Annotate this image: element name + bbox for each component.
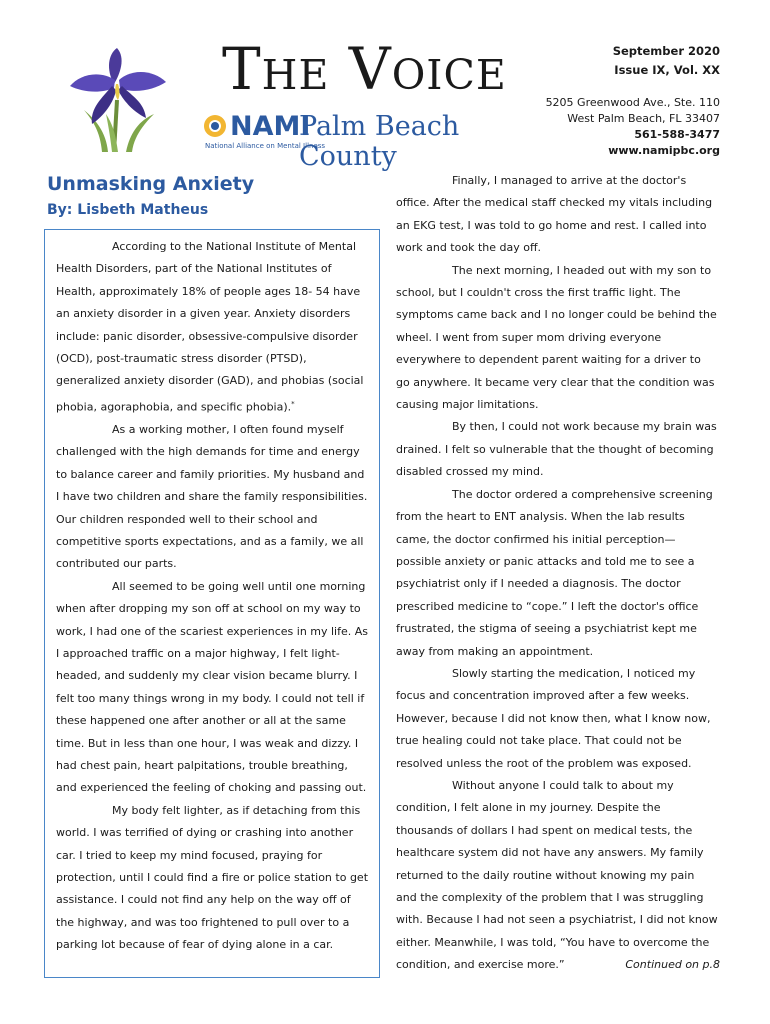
paragraph: The doctor ordered a comprehensive screening from the heart to ENT analysis. When the lab results came, the doctor confirmed his initial perception—possible anxiety or panic attacks and told me to see a psychiatrist only if I needed a diagnosis. The doctor prescribed medicine to “cope.” I left the doctor's office frustrated, the stigma of seeing a psychiatrist kept me away from making an appointment.: [396, 487, 713, 658]
nami-brand: [203, 111, 563, 172]
continued-link[interactable]: Continued on p.8: [625, 958, 720, 971]
issue-info: [613, 42, 720, 80]
paragraph: All seemed to be going well until one morning when after dropping my son off at school on my way to work, I had one of the scariest experiences in my life. As I approached traffic on a major highway, I felt light-headed, and suddenly my clear vision became blurry. I felt too many things wrong in my body. I could not tell if these happened one after another or all at the same time. But in less than one hour, I was weak and dizzy. I had chest pain, heart palpitations, trouble breathing, and experienced the feeling of choking and passing out.: [56, 579, 369, 795]
address-line1: 5205 Greenwood Ave., Ste. 110: [545, 96, 720, 109]
paragraph: According to the National Institute of Mental Health Disorders, part of the National Institutes of Health, approximately 18% of people ages 18- 54 have an anxiety disorder in a given year. Anxiety disorders include: panic disorder, obsessive-compulsive disorder (OCD), post-traumatic stress disorder (PTSD), generalized anxiety disorder (GAD), and phobias (social phobia, agoraphobia, and specific phobia).*: [56, 240, 364, 414]
article-headline: Unmasking Anxiety: [47, 173, 255, 195]
contact-block: [546, 95, 720, 159]
paragraph: By then, I could not work because my brain was drained. I felt so vulnerable that the thought of becoming disabled crossed my mind.: [396, 420, 717, 479]
paragraph: The next morning, I headed out with my son to school, but I couldn't cross the first traffic light. The symptoms came back and I no longer could be behind the wheel. I went from super mom driving everyone everywhere to dependent parent waiting for a driver to go anywhere. It became very clear that the condition was causing major limitations.: [396, 263, 717, 412]
paragraph: Slowly starting the medication, I noticed my focus and concentration improved after a few weeks. However, because I did not know then, what I know now, true healing could not take place. That could not be resolved unless the root of the problem was exposed.: [396, 666, 711, 770]
nami-wordmark: NAMI: [230, 111, 311, 142]
nami-sun-icon: [203, 114, 227, 138]
iris-flower-logo: [62, 40, 172, 152]
paragraph: My body felt lighter, as if detaching from this world. I was terrified of dying or crashing into another car. I tried to keep my mind focused, praying for protection, until I could find a fire or police station to get assistance. I could not find any help on the way off of the highway, and was too frightened to pull over to a parking lot because of fear of dying alone in a car.: [56, 803, 369, 952]
article-byline: By: Lisbeth Matheus: [47, 202, 209, 218]
nami-tagline: National Alliance on Mental Illness: [205, 142, 326, 150]
right-column: [396, 170, 718, 977]
paragraph: Without anyone I could talk to about my condition, I felt alone in my journey. Despite the thousands of dollars I had spent on medical tests, the healthcare system did not have any answers. My family returned to the daily routine without knowing my pain and the complexity of the problem that I was struggling with. Because I had not seen a psychiatrist, I did not know either. Meanwhile, I was told, “You have to overcome the condition, and exercise more.”: [396, 778, 718, 972]
website-link[interactable]: www.namipbc.org: [608, 144, 720, 157]
left-column: [56, 236, 368, 957]
address-line2: West Palm Beach, FL 33407: [567, 112, 720, 125]
phone-number: 561-588-3477: [634, 128, 720, 141]
paragraph: Finally, I managed to arrive at the doctor's office. After the medical staff checked my vitals including an EKG test, I was told to go home and rest. I called into work and took the day off.: [396, 174, 713, 255]
county-name: Palm Beach County: [299, 111, 460, 172]
issue-date: September 2020: [612, 44, 720, 58]
footnote-mark: *: [291, 399, 295, 408]
paragraph: As a working mother, I often found myself challenged with the high demands for time and energy to balance career and family priorities. My husband and I have two children and share the family responsibilities. Our children responded well to their school and competitive sports expectations, and as a family, we all contributed our parts.: [56, 422, 368, 571]
issue-number: Issue IX, Vol. XX: [614, 63, 720, 77]
newsletter-title: The Voice: [222, 35, 507, 103]
